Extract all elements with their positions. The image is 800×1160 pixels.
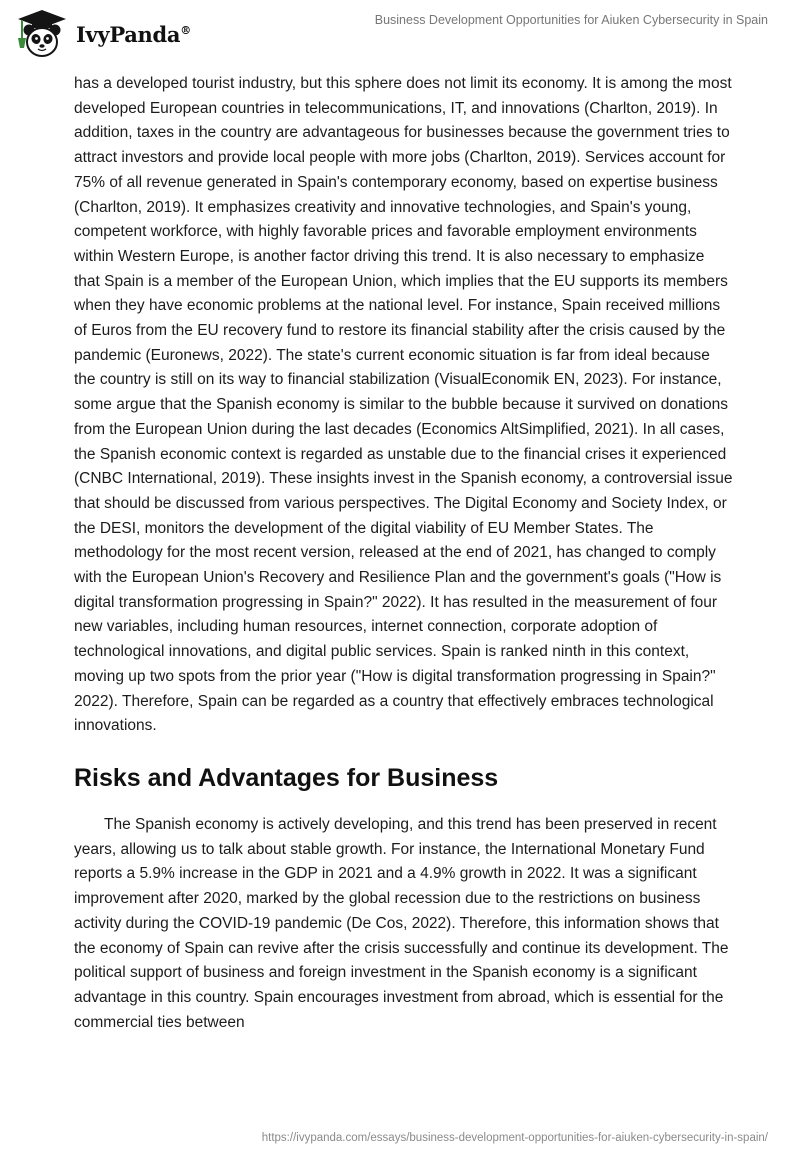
source-url[interactable]: https://ivypanda.com/essays/business-development-opportunities-for-aiuken-cybersecurity-in-spain/: [261, 1132, 768, 1144]
logo-wordmark: IvyPanda®: [76, 21, 191, 47]
section-heading: Risks and Advantages for Business: [74, 763, 499, 792]
ivypanda-logo[interactable]: [14, 8, 191, 60]
panda-graduate-icon: [14, 8, 70, 60]
body-paragraph-1: has a developed tourist industry, but this sphere does not limit its economy. It is among the most developed European countries in telecommunications, IT, and innovations (Charlton, 2019). In addition, taxes in the country are advantageous for businesses because the government tries to attract investors and provide local people with more jobs (Charlton, 2019). Services account for 75% of all revenue generated in Spain's contemporary economy, based on expertise business (Charlton, 2019). It emphasizes creativity and innovative technologies, and Spain's young, competent workforce, with highly favorable prices and favorable employment environments within Western Europe, is another factor driving this trend. It is also necessary to emphasize that Spain is a member of the European Union, which implies that the EU supports its members when they have economic problems at the national level. For instance, Spain received millions of Euros from the EU recovery fund to restore its financial stability after the crisis caused by the pandemic (Euronews, 2022). The state's current economic situation is far from ideal because the country is still on its way to financial stabilization (VisualEconomik EN, 2023). For instance, some argue that the Spanish economy is similar to the bubble because it survived on donations from the European Union during the last decades (Economics AltSimplified, 2021). In all cases, the Spanish economic context is regarded as unstable due to the financial crises it experienced (CNBC International, 2019). These insights invest in the Spanish economy, a controversial issue that should be discussed from various perspectives. The Digital Economy and Society Index, or the DESI, monitors the development of the digital viability of EU Member States. The methodology for the most recent version, released at the end of 2021, has changed to comply with the European Union's Recovery and Resilience Plan and the government's goals ("How is digital transformation progressing in Spain?" 2022). It has resulted in the measurement of four new variables, including human resources, internet connection, corporate adoption of technological innovations, and digital public services. Spain is ranked ninth in this context, moving up two spots from the prior year ("How is digital transformation progressing in Spain?" 2022). Therefore, Spain can be regarded as a country that effectively embraces technological innovations.: [74, 75, 733, 735]
body-paragraph-2: The Spanish economy is actively developing, and this trend has been preserved in recent years, allowing us to talk about stable growth. For instance, the International Monetary Fund reports a 5.9% increase in the GDP in 2021 and a 4.9% growth in 2022. It was a significant improvement after 2020, marked by the global recession due to the restrictions on business activity during the COVID-19 pandemic (De Cos, 2022). Therefore, this information shows that the economy of Spain can revive after the crisis successfully and continue its development. The political support of business and foreign investment in the Spanish economy is a significant advantage in this country. Spain encourages investment from abroad, which is essential for the commercial ties between: [74, 815, 729, 1031]
document-title: Business Development Opportunities for Aiuken Cybersecurity in Spain: [374, 13, 768, 27]
page-header: [0, 0, 800, 70]
essay-body: [74, 72, 734, 1035]
